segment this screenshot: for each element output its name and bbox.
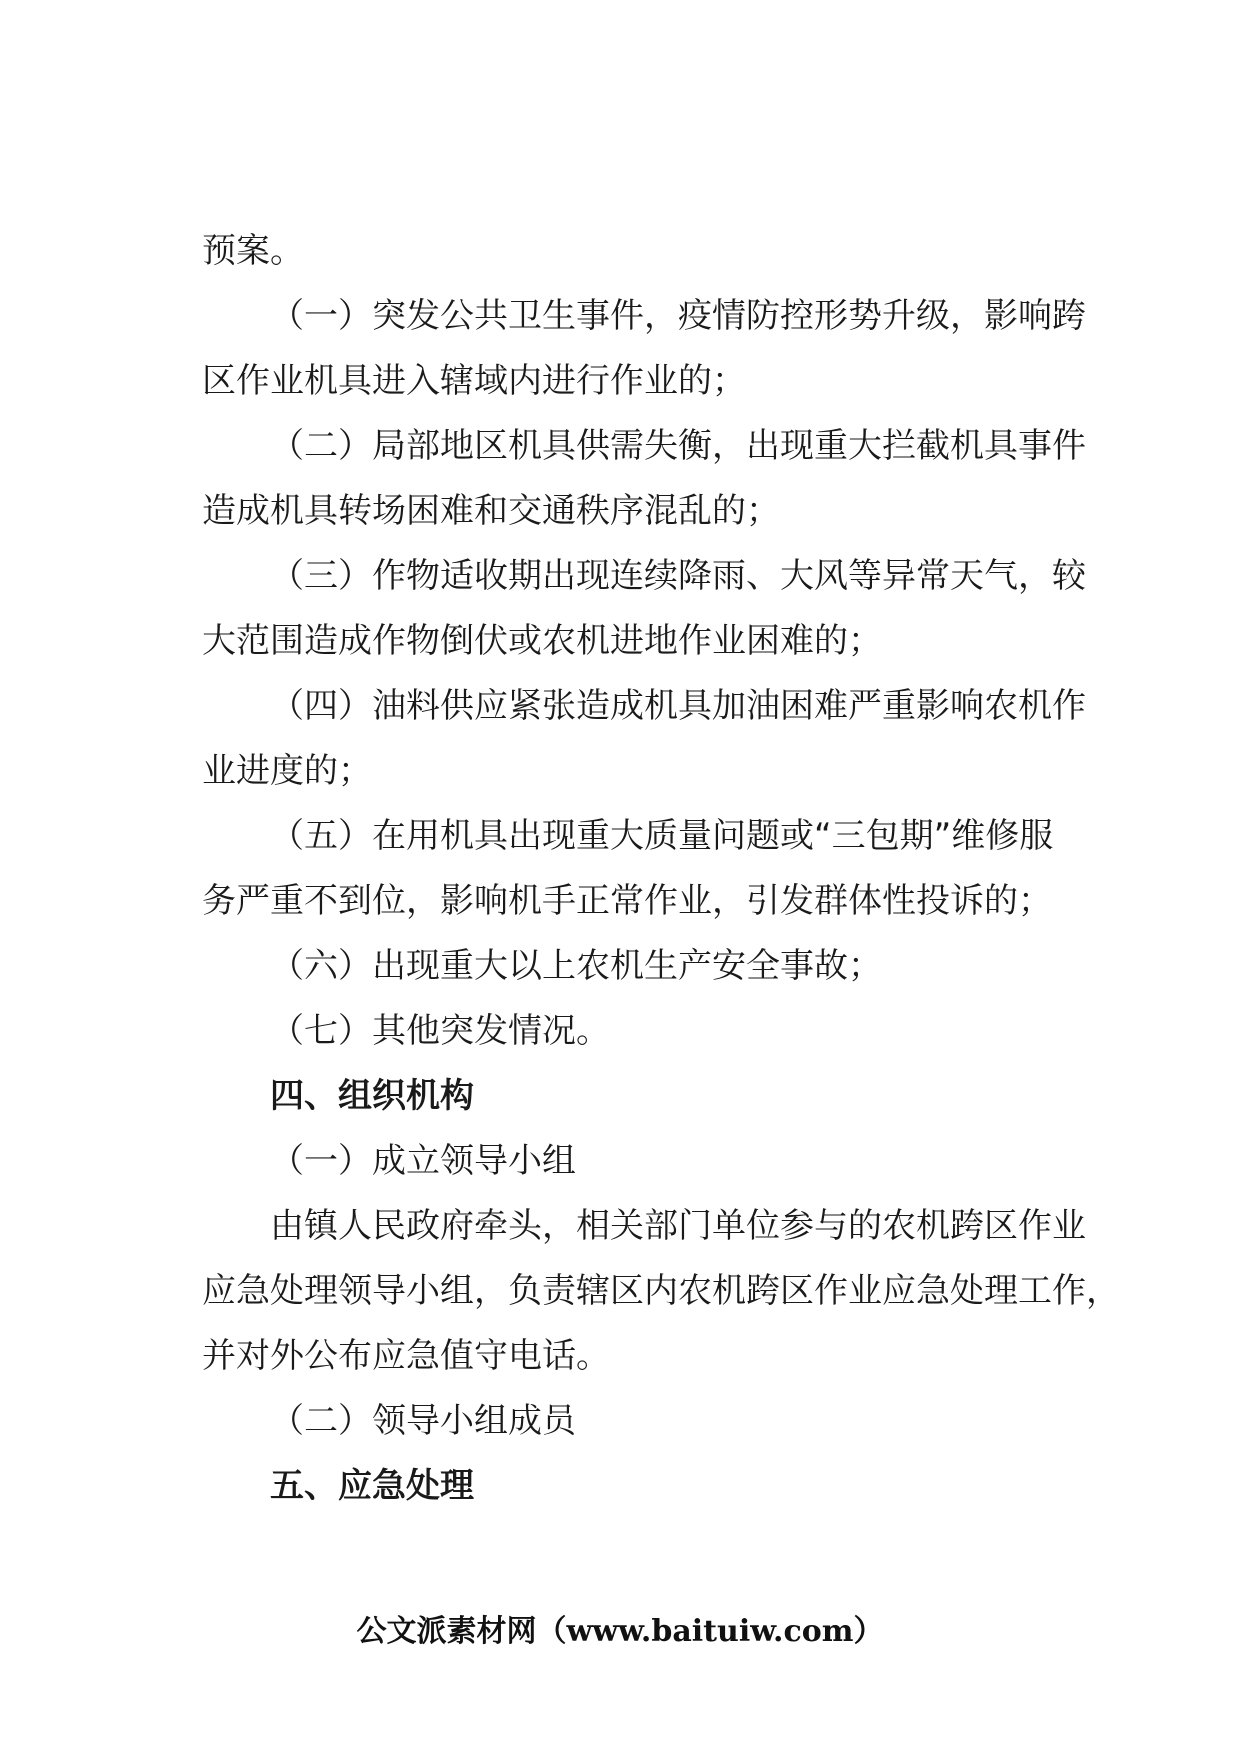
text-line: 预案。 [202,231,304,271]
text-line: （二）局部地区机具供需失衡，出现重大拦截机具事件 [270,426,1086,466]
text-line: （二）领导小组成员 [270,1401,576,1441]
text-line: （一）突发公共卫生事件，疫情防控形势升级，影响跨 [270,296,1086,336]
document-body [202,219,1120,1519]
text-line: 应急处理领导小组，负责辖区内农机跨区作业应急处理工作， [202,1271,1120,1311]
text-line: （五）在用机具出现重大质量问题或“三包期”维修服 [270,816,1054,856]
text-line: （四）油料供应紧张造成机具加油困难严重影响农机作 [270,686,1086,726]
footer-watermark: 公文派素材网（www.baituiw.com） [356,1614,884,1649]
section-heading: 五、应急处理 [270,1466,474,1506]
text-line: （七）其他突发情况。 [270,1011,610,1051]
text-line: 务严重不到位，影响机手正常作业，引发群体性投诉的； [202,881,1052,921]
text-line: 并对外公布应急值守电话。 [202,1336,610,1376]
text-line: （三）作物适收期出现连续降雨、大风等异常天气，较 [270,556,1086,596]
text-line: 由镇人民政府牵头，相关部门单位参与的农机跨区作业 [270,1206,1086,1246]
text-line: 大范围造成作物倒伏或农机进地作业困难的； [202,621,882,661]
text-line: 区作业机具进入辖域内进行作业的； [202,361,746,401]
text-line: （六）出现重大以上农机生产安全事故； [270,946,882,986]
text-line: 造成机具转场困难和交通秩序混乱的； [202,491,780,531]
section-heading: 四、组织机构 [270,1076,474,1116]
text-line: （一）成立领导小组 [270,1141,576,1181]
text-line: 业进度的； [202,751,372,791]
